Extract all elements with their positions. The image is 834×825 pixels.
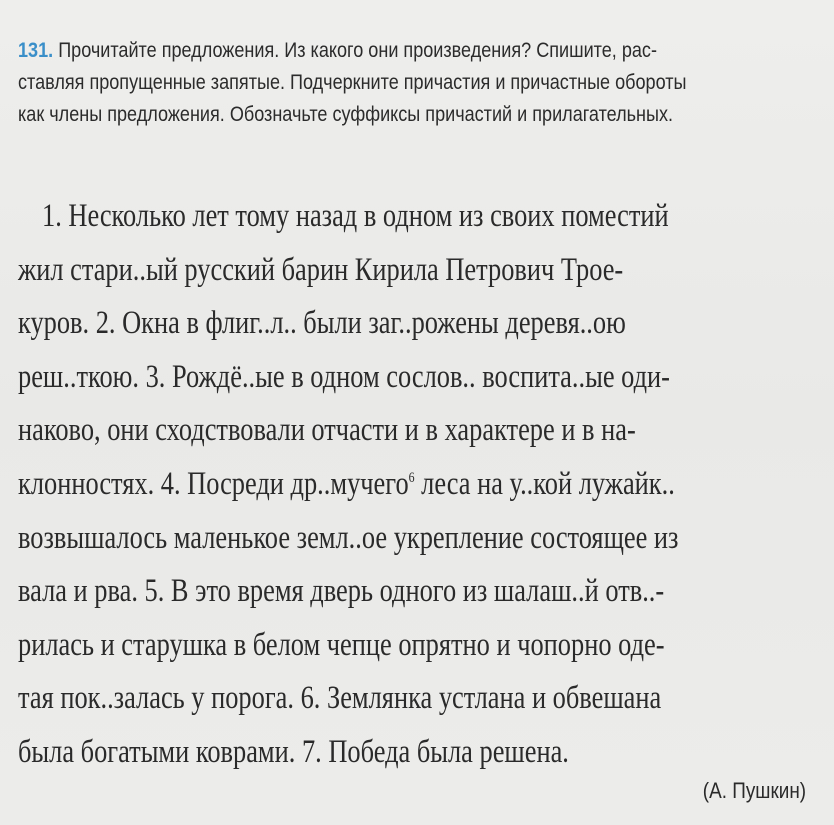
exercise-text	[18, 190, 679, 780]
text-line-9: рилась и старушка в белом чепце опрятно и чопорно оде-	[18, 626, 665, 663]
exercise-number: 131.	[18, 38, 54, 62]
text-line-6: клонностях. 4. Посреди др..мучего$^6$ леса на у..кой лужайк..	[18, 465, 675, 502]
instruction-line-2: ставляя пропущенные запятые. Подчеркните причастия и причастные обороты	[18, 70, 687, 94]
author-attribution: (А. Пушкин)	[702, 778, 806, 803]
text-line-4: реш..ткою. 3. Рождё..ые в одном сослов.. воспита..ые оди-	[18, 358, 670, 395]
text-line-10: тая пок..залась у порога. 6. Землянка устлана и обвешана	[18, 680, 662, 717]
text-line-5: наково, они сходствовали отчасти и в характере и в на-	[18, 412, 636, 449]
instruction-line-1: 131. Прочитайте предложения. Из какого они произведения? Спишите, рас-	[18, 38, 657, 62]
text-line-7: возвышалось маленькое земл..ое укрепление состоящее из	[18, 519, 679, 556]
exercise-instructions	[18, 34, 808, 130]
text-line-11: была богатыми коврами. 7. Победа была решена.	[18, 733, 569, 770]
footnote-mark: 6	[408, 469, 415, 486]
text-line-2: жил стари..ый русский барин Кирила Петрович Трое-	[18, 251, 624, 288]
instruction-line-3: как члены предложения. Обозначьте суффиксы причастий и прилагательных.	[18, 102, 674, 126]
text-line-3: куров. 2. Окна в флиг..л.. были заг..рожены деревя..ою	[18, 305, 626, 342]
text-line-1: 1. Несколько лет тому назад в одном из своих поместий	[42, 198, 669, 234]
text-line-8: вала и рва. 5. В это время дверь одного из шалаш..й отв..-	[18, 573, 665, 610]
